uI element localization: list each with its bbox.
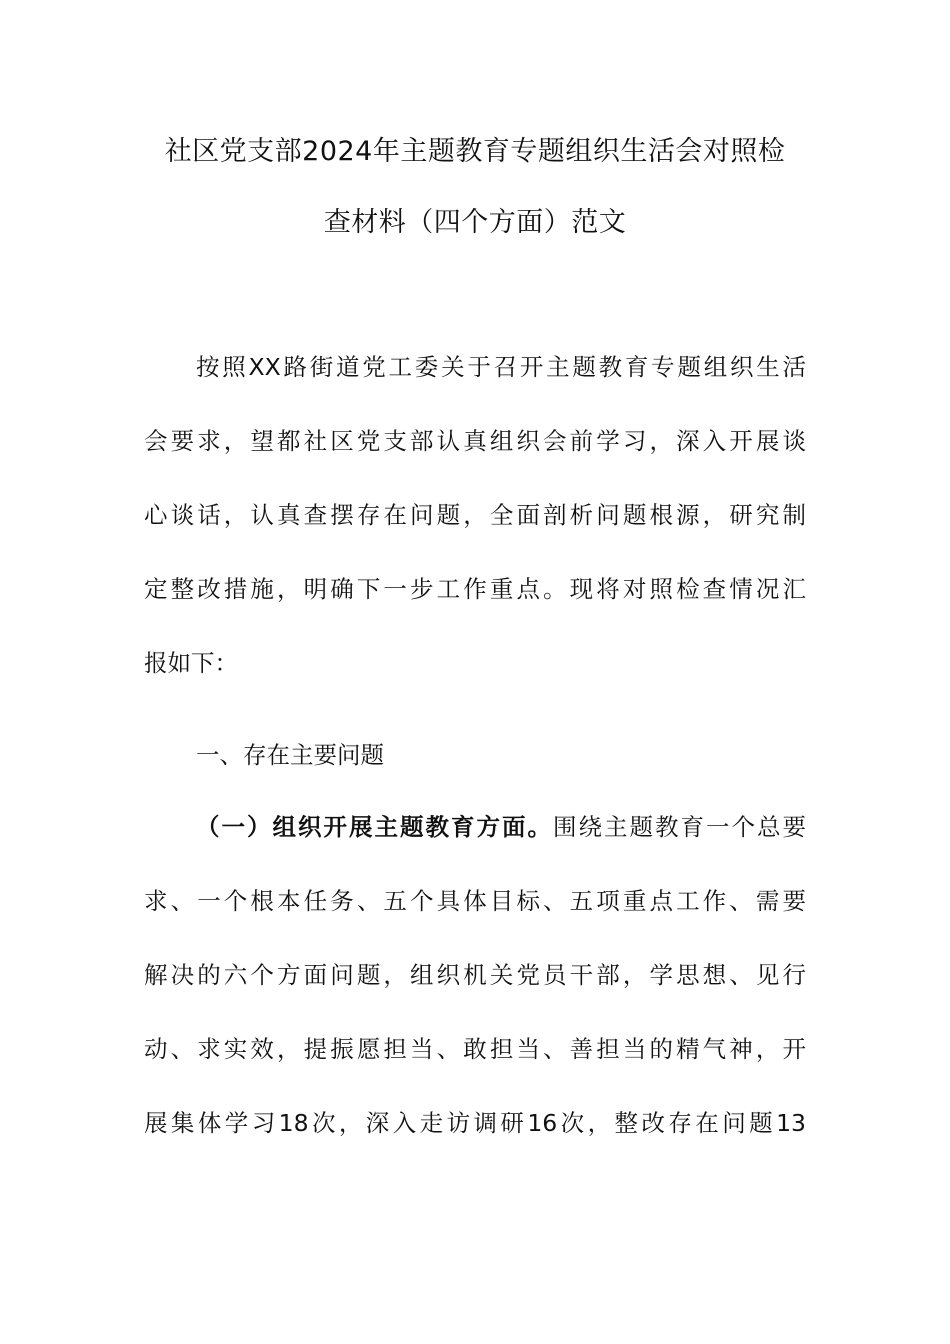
subsection-1-bold-lead: （一）组织开展主题教育方面。	[196, 813, 553, 841]
subsection-1-line-3: 解决的六个方面问题，组织机关党员干部，学思想、见行	[144, 961, 806, 989]
subsection-1-line-4: 动、求实效，提振愿担当、敢担当、善担当的精气神，开	[144, 1035, 806, 1063]
intro-line-3: 心谈话，认真查摆存在问题，全面剖析问题根源，研究制	[144, 501, 806, 529]
intro-line-2: 会要求，望都社区党支部认真组织会前学习，深入开展谈	[144, 427, 806, 455]
document-title-line-1: 社区党支部2024年主题教育专题组织生活会对照检	[164, 136, 786, 167]
section-heading-problems: 一、存在主要问题	[196, 741, 384, 769]
subsection-1-line-5: 展集体学习18次，深入走访调研16次，整改存在问题13	[144, 1109, 806, 1137]
subsection-1-line-2: 求、一个根本任务、五个具体目标、五项重点工作、需要	[144, 887, 806, 915]
subsection-1-line-1	[196, 811, 806, 843]
intro-line-5: 报如下：	[144, 649, 238, 677]
intro-line-4: 定整改措施，明确下一步工作重点。现将对照检查情况汇	[144, 575, 806, 603]
intro-line-1: 按照XX路街道党工委关于召开主题教育专题组织生活	[196, 353, 806, 381]
subsection-1-line-1-text: 围绕主题教育一个总要	[553, 813, 806, 841]
document-title-line-2: 查材料（四个方面）范文	[323, 207, 627, 238]
